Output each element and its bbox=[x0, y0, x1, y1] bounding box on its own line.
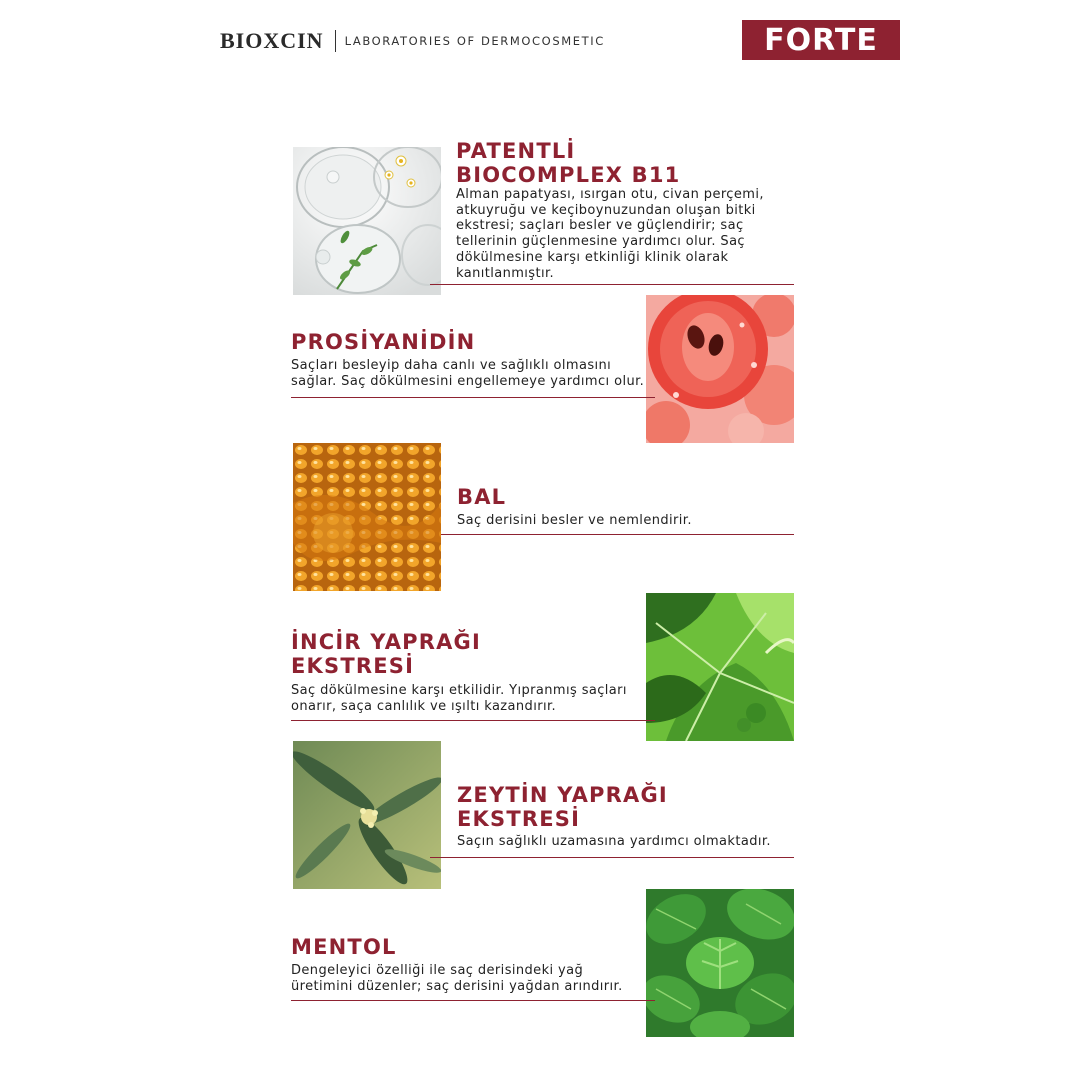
logo-divider bbox=[335, 30, 336, 52]
honeycomb-image bbox=[293, 443, 441, 591]
ingredient-desc-bal: Saç derisini besler ve nemlendirir. bbox=[457, 513, 692, 528]
ingredient-desc-prosiyanidin: Saçları besleyip daha canlı ve sağlıklı olmasını sağlar. Saç dökülmesini engellemeye yardımcı olur. bbox=[291, 358, 645, 389]
ingredient-title-prosiyanidin: PROSİYANİDİN bbox=[291, 330, 476, 354]
grape-slice-image bbox=[646, 295, 794, 443]
header bbox=[0, 0, 1080, 80]
ingredient-title-mentol: MENTOL bbox=[291, 935, 397, 959]
divider-line bbox=[430, 857, 794, 858]
petri-dish-herbs-image bbox=[293, 147, 441, 295]
brand-logo bbox=[220, 28, 605, 54]
brand-name: BIOXCIN bbox=[220, 28, 324, 53]
ingredient-title-biocomplex: PATENTLİ BIOCOMPLEX B11 bbox=[456, 139, 681, 187]
ingredient-title-bal: BAL bbox=[457, 485, 507, 509]
divider-line bbox=[291, 720, 655, 721]
ingredient-desc-zeytin: Saçın sağlıklı uzamasına yardımcı olmaktadır. bbox=[457, 834, 771, 849]
divider-line bbox=[441, 534, 794, 535]
ingredient-desc-incir: Saç dökülmesine karşı etkilidir. Yıpranmış saçları onarır, saça canlılık ve ışıltı kazandırır. bbox=[291, 683, 627, 714]
ingredient-desc-mentol: Dengeleyici özelliği ile saç derisindeki yağ üretimini düzenler; saç derisini yağdan arındırır. bbox=[291, 963, 623, 994]
olive-leaf-image bbox=[293, 741, 441, 889]
divider-line bbox=[291, 397, 655, 398]
ingredient-title-zeytin: ZEYTİN YAPRAĞI EKSTRESİ bbox=[457, 783, 668, 831]
mint-leaves-image bbox=[646, 889, 794, 1037]
fig-leaf-image bbox=[646, 593, 794, 741]
brand-tagline: LABORATORIES OF DERMOCOSMETIC bbox=[344, 34, 605, 48]
ingredient-desc-biocomplex: Alman papatyası, ısırgan otu, civan perçemi, atkuyruğu ve keçiboynuzundan oluşan bitki ekstresi; saçları besler ve güçlendirir; saç tellerinin güçlenmesine yardımcı olur. Saç dökülmesine karşı etkinliği klinik olarak kanıtlanmıştır. bbox=[456, 187, 764, 281]
forte-badge: FORTE bbox=[742, 20, 900, 60]
ingredient-title-incir: İNCİR YAPRAĞI EKSTRESİ bbox=[291, 630, 482, 678]
divider-line bbox=[291, 1000, 655, 1001]
divider-line bbox=[430, 284, 794, 285]
